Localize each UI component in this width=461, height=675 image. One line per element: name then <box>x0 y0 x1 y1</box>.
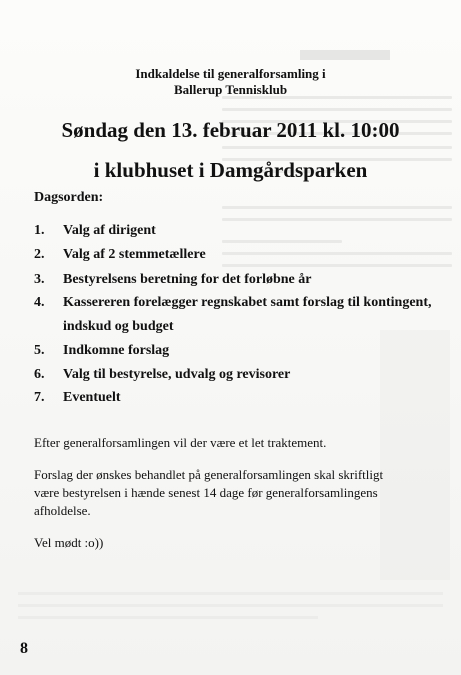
refreshments-note: Efter generalforsamlingen vil der være et let traktement. <box>34 435 327 450</box>
closing-greeting: Vel mødt :o)) <box>34 535 104 550</box>
bleed-through-line <box>18 592 443 595</box>
proposals-note-line: Forslag der ønskes behandlet på generalforsamlingen skal skriftligt <box>34 467 384 482</box>
agenda-item-continuation: indskud og budget <box>63 319 174 334</box>
bleed-through-line <box>222 218 452 221</box>
agenda-item-text: Eventuelt <box>63 390 121 405</box>
agenda-item-number: 1. <box>34 223 45 238</box>
agenda-item-number: 5. <box>34 343 45 358</box>
bleed-through-line <box>18 616 318 619</box>
agenda-item-text: Valg af 2 stemmetællere <box>63 247 206 262</box>
agenda-heading: Dagsorden: <box>34 190 104 205</box>
event-date-time: Søndag den 13. februar 2011 kl. 10:00 <box>61 118 400 142</box>
agenda-item-text: Valg til bestyrelse, udvalg og revisorer <box>63 367 291 382</box>
agenda-item-text: Indkomne forslag <box>63 343 170 358</box>
bleed-through-line <box>222 146 452 149</box>
bleed-through-line <box>222 264 452 267</box>
page-number: 8 <box>20 640 28 657</box>
proposals-note-line: være bestyrelsen i hænde senest 14 dage før generalforsamlingens <box>34 485 378 500</box>
agenda-item-number: 2. <box>34 247 45 262</box>
agenda-item-text: Kassereren forelægger regnskabet samt forslag til kontingent, <box>63 295 432 310</box>
proposals-note-line: afholdelse. <box>34 503 91 518</box>
agenda-item-number: 7. <box>34 390 45 405</box>
agenda-item-text: Valg af dirigent <box>63 223 156 238</box>
bleed-through-block <box>380 330 450 580</box>
agenda-item-number: 3. <box>34 272 45 287</box>
invitation-heading: Indkaldelse til generalforsamling i <box>135 66 326 81</box>
agenda-item-number: 6. <box>34 367 45 382</box>
event-location: i klubhuset i Damgårdsparken <box>93 158 368 182</box>
bleed-through-line <box>222 108 452 111</box>
bleed-through-line <box>222 206 452 209</box>
bleed-through-line <box>222 240 342 243</box>
bleed-through-title <box>300 50 390 60</box>
agenda-item-text: Bestyrelsens beretning for det forløbne år <box>63 272 312 287</box>
club-name: Ballerup Tennisklub <box>173 82 288 97</box>
bleed-through-line <box>18 604 443 607</box>
bleed-through-line <box>222 252 452 255</box>
agenda-item-number: 4. <box>34 295 45 310</box>
